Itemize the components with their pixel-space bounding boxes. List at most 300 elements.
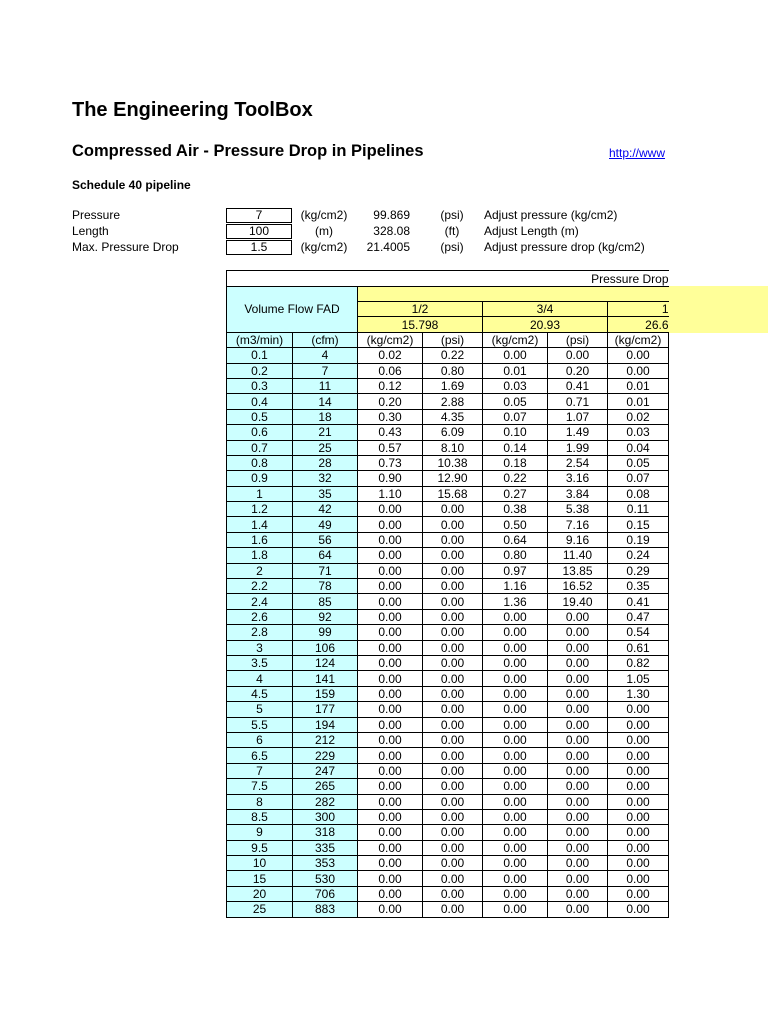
pressure-drop-cell: 0.05 [483, 394, 548, 409]
pressure-drop-cell: 0.01 [483, 363, 548, 378]
table-row [227, 655, 669, 670]
pressure-drop-cell: 0.00 [608, 902, 669, 917]
pressure-drop-cell: 0.00 [358, 748, 423, 763]
pressure-drop-cell: 0.00 [548, 794, 608, 809]
flow-m3min-cell: 0.1 [227, 348, 293, 363]
flow-cfm-cell: 335 [293, 840, 358, 855]
table-row [227, 809, 669, 824]
pressure-drop-cell: 0.00 [548, 686, 608, 701]
pressure-drop-cell: 5.38 [548, 502, 608, 517]
pressure-drop-cell: 16.52 [548, 579, 608, 594]
table-row [227, 563, 669, 578]
pressure-drop-cell: 0.00 [358, 655, 423, 670]
pressure-drop-cell: 0.00 [358, 902, 423, 917]
pressure-drop-cell: 0.02 [358, 348, 423, 363]
converted-unit: (ft) [444, 224, 460, 238]
table-row [227, 609, 669, 624]
pressure-drop-cell: 0.00 [358, 732, 423, 747]
flow-cfm-cell: 49 [293, 517, 358, 532]
flow-m3min-cell: 0.5 [227, 409, 293, 424]
unit-label: (kg/cm2) [300, 208, 348, 222]
flow-cfm-cell: 229 [293, 748, 358, 763]
flow-m3min-cell: 15 [227, 871, 293, 886]
pressure-drop-cell: 0.00 [483, 871, 548, 886]
flow-cfm-cell: 177 [293, 702, 358, 717]
pressure-drop-cell: 0.10 [483, 425, 548, 440]
pressure-drop-cell: 0.00 [608, 717, 669, 732]
flow-cfm-cell: 35 [293, 486, 358, 501]
pressure-drop-cell: 0.00 [483, 655, 548, 670]
pressure-drop-cell: 0.73 [358, 455, 423, 470]
flow-cfm-cell: 300 [293, 809, 358, 824]
table-row [227, 640, 669, 655]
flow-m3min-cell: 7.5 [227, 779, 293, 794]
input-value-field[interactable]: 1.5 [226, 240, 292, 255]
flow-cfm-cell: 124 [293, 655, 358, 670]
flow-cfm-cell: 106 [293, 640, 358, 655]
pressure-drop-cell: 2.88 [423, 394, 483, 409]
pressure-drop-cell: 0.43 [358, 425, 423, 440]
pressure-drop-cell: 0.00 [423, 548, 483, 563]
table-row [227, 871, 669, 886]
pressure-drop-cell: 0.00 [483, 902, 548, 917]
flow-m3min-cell: 0.9 [227, 471, 293, 486]
pressure-drop-cell: 0.00 [423, 809, 483, 824]
pressure-drop-cell: 0.00 [423, 763, 483, 778]
pressure-drop-cell: 0.71 [548, 394, 608, 409]
flow-m3min-cell: 1.6 [227, 532, 293, 547]
header-spacer [358, 287, 669, 302]
flow-cfm-cell: 265 [293, 779, 358, 794]
pressure-drop-cell: 0.00 [548, 702, 608, 717]
pressure-drop-cell: 0.27 [483, 486, 548, 501]
flow-m3min-cell: 9.5 [227, 840, 293, 855]
table-row [227, 594, 669, 609]
input-label: Length [72, 224, 109, 238]
table-row [227, 717, 669, 732]
pressure-drop-cell: 0.07 [608, 471, 669, 486]
pressure-drop-cell: 0.00 [423, 748, 483, 763]
pressure-drop-cell: 0.00 [483, 348, 548, 363]
pressure-drop-cell: 0.15 [608, 517, 669, 532]
pressure-drop-cell: 0.00 [423, 702, 483, 717]
pressure-drop-cell: 0.00 [423, 640, 483, 655]
table-row [227, 502, 669, 517]
pressure-drop-cell: 0.00 [608, 702, 669, 717]
table-row [227, 517, 669, 532]
pressure-drop-cell: 0.00 [548, 609, 608, 624]
converted-value: 328.08 [373, 224, 410, 238]
pressure-drop-cell: 0.00 [608, 779, 669, 794]
pressure-drop-cell: 0.00 [548, 732, 608, 747]
pressure-drop-cell: 0.00 [548, 902, 608, 917]
pressure-drop-cell: 0.00 [423, 871, 483, 886]
pressure-drop-cell: 0.00 [608, 732, 669, 747]
pressure-drop-cell: 0.41 [548, 378, 608, 393]
pressure-drop-cell: 0.00 [358, 563, 423, 578]
flow-m3min-cell: 2 [227, 563, 293, 578]
flow-m3min-cell: 4.5 [227, 686, 293, 701]
pressure-drop-cell: 0.00 [423, 532, 483, 547]
pressure-drop-cell: 0.00 [423, 717, 483, 732]
pressure-drop-cell: 0.07 [483, 409, 548, 424]
flow-m3min-cell: 9 [227, 825, 293, 840]
pressure-drop-cell: 12.90 [423, 471, 483, 486]
pipe-size-label: 1 [608, 302, 669, 317]
pressure-drop-cell: 0.00 [483, 840, 548, 855]
pipe-inner-diameter: 26.6 [608, 317, 669, 332]
pressure-drop-cell: 0.11 [608, 502, 669, 517]
flow-m3min-cell: 4 [227, 671, 293, 686]
pressure-drop-cell: 0.00 [608, 856, 669, 871]
pressure-drop-cell: 1.05 [608, 671, 669, 686]
pressure-drop-cell: 0.00 [358, 640, 423, 655]
pressure-drop-cell: 0.82 [608, 655, 669, 670]
table-row [227, 532, 669, 547]
table-row [227, 486, 669, 501]
pressure-drop-cell: 0.47 [608, 609, 669, 624]
flow-m3min-cell: 5.5 [227, 717, 293, 732]
pressure-drop-cell: 0.00 [483, 763, 548, 778]
flow-m3min-cell: 6.5 [227, 748, 293, 763]
pressure-drop-cell: 0.00 [608, 886, 669, 901]
table-row [227, 394, 669, 409]
pressure-drop-cell: 0.00 [358, 809, 423, 824]
pressure-drop-cell: 0.00 [423, 609, 483, 624]
table-row [227, 686, 669, 701]
converted-unit: (psi) [440, 240, 464, 254]
input-label: Pressure [72, 208, 121, 222]
pressure-drop-cell: 19.40 [548, 594, 608, 609]
pressure-drop-cell: 0.00 [483, 609, 548, 624]
flow-cfm-cell: 18 [293, 409, 358, 424]
flow-cfm-cell: 194 [293, 717, 358, 732]
table-row [227, 579, 669, 594]
table-row [227, 378, 669, 393]
pressure-drop-cell: 0.00 [358, 625, 423, 640]
flow-cfm-cell: 247 [293, 763, 358, 778]
pressure-drop-cell: 0.61 [608, 640, 669, 655]
flow-m3min-cell: 25 [227, 902, 293, 917]
pressure-drop-cell: 0.03 [483, 378, 548, 393]
pressure-drop-cell: 6.09 [423, 425, 483, 440]
pressure-drop-cell: 0.00 [423, 579, 483, 594]
pressure-drop-cell: 0.08 [608, 486, 669, 501]
flow-m3min-cell: 5 [227, 702, 293, 717]
pressure-drop-cell: 1.49 [548, 425, 608, 440]
pressure-drop-cell: 0.00 [548, 871, 608, 886]
flow-m3min-cell: 0.6 [227, 425, 293, 440]
pressure-drop-cell: 0.00 [483, 856, 548, 871]
pressure-drop-cell: 0.54 [608, 625, 669, 640]
pressure-drop-cell: 0.02 [608, 409, 669, 424]
table-row [227, 702, 669, 717]
pressure-drop-cell: 0.00 [358, 779, 423, 794]
pressure-drop-cell: 0.00 [608, 363, 669, 378]
table-row [227, 471, 669, 486]
pressure-drop-cell: 0.35 [608, 579, 669, 594]
pressure-drop-cell: 0.00 [358, 856, 423, 871]
pressure-drop-cell: 0.00 [358, 686, 423, 701]
flow-cfm-cell: 282 [293, 794, 358, 809]
flow-m3min-cell: 2.4 [227, 594, 293, 609]
pipe-size-label: 1/2 [358, 302, 483, 317]
pressure-drop-cell: 0.00 [548, 655, 608, 670]
table-row [227, 779, 669, 794]
input-label: Max. Pressure Drop [72, 240, 179, 254]
pressure-drop-cell: 0.20 [358, 394, 423, 409]
pressure-drop-cell: 0.00 [548, 640, 608, 655]
pressure-drop-cell: 0.24 [608, 548, 669, 563]
pressure-drop-cell: 0.00 [358, 532, 423, 547]
pressure-drop-cell: 0.80 [423, 363, 483, 378]
pressure-drop-cell: 0.00 [423, 732, 483, 747]
table-row [227, 825, 669, 840]
pressure-drop-cell: 0.00 [548, 348, 608, 363]
schedule-label: Schedule 40 pipeline [72, 178, 191, 192]
pressure-drop-cell: 13.85 [548, 563, 608, 578]
pipe-inner-diameter: 15.798 [358, 317, 483, 332]
unit-header: (kg/cm2) [358, 332, 423, 347]
flow-cfm-cell: 99 [293, 625, 358, 640]
pressure-drop-cell: 0.00 [358, 579, 423, 594]
unit-header: (psi) [548, 332, 608, 347]
pressure-drop-cell: 0.00 [423, 671, 483, 686]
pressure-drop-cell: 1.69 [423, 378, 483, 393]
pressure-drop-cell: 10.38 [423, 455, 483, 470]
flow-m3min-cell: 0.2 [227, 363, 293, 378]
pressure-drop-cell: 0.00 [483, 748, 548, 763]
pressure-drop-cell: 0.90 [358, 471, 423, 486]
pressure-drop-cell: 11.40 [548, 548, 608, 563]
pressure-drop-cell: 0.12 [358, 378, 423, 393]
table-row [227, 856, 669, 871]
pressure-drop-cell: 0.00 [483, 671, 548, 686]
pressure-drop-cell: 0.00 [358, 871, 423, 886]
flow-m3min-cell: 1.2 [227, 502, 293, 517]
pressure-drop-cell: 0.00 [548, 671, 608, 686]
pressure-drop-cell: 0.06 [358, 363, 423, 378]
table-row [227, 625, 669, 640]
pressure-drop-cell: 0.50 [483, 517, 548, 532]
flow-cfm-cell: 85 [293, 594, 358, 609]
table-row [227, 455, 669, 470]
pressure-drop-cell: 0.00 [483, 625, 548, 640]
pressure-drop-cell: 0.00 [483, 794, 548, 809]
pressure-drop-cell: 0.18 [483, 455, 548, 470]
unit-header: (cfm) [293, 332, 358, 347]
flow-m3min-cell: 6 [227, 732, 293, 747]
page-title: Compressed Air - Pressure Drop in Pipelines [72, 142, 424, 160]
flow-m3min-cell: 10 [227, 856, 293, 871]
flow-cfm-cell: 7 [293, 363, 358, 378]
pressure-drop-cell: 0.00 [548, 809, 608, 824]
flow-cfm-cell: 141 [293, 671, 358, 686]
flow-m3min-cell: 1.4 [227, 517, 293, 532]
pressure-drop-cell: 0.01 [608, 378, 669, 393]
table-row [227, 363, 669, 378]
pressure-drop-cell: 0.00 [423, 655, 483, 670]
pipe-inner-diameter: 20.93 [483, 317, 608, 332]
pressure-drop-cell: 0.00 [548, 625, 608, 640]
table-row [227, 763, 669, 778]
pressure-drop-cell: 0.00 [548, 779, 608, 794]
converted-value: 99.869 [373, 208, 410, 222]
pressure-drop-cell: 1.10 [358, 486, 423, 501]
flow-m3min-cell: 2.8 [227, 625, 293, 640]
flow-m3min-cell: 1 [227, 486, 293, 501]
pressure-drop-cell: 0.00 [358, 671, 423, 686]
pressure-drop-cell: 0.01 [608, 394, 669, 409]
pressure-drop-cell: 0.38 [483, 502, 548, 517]
flow-cfm-cell: 78 [293, 579, 358, 594]
pressure-drop-cell: 0.00 [358, 886, 423, 901]
website-link[interactable]: http://www [609, 146, 666, 160]
pressure-drop-cell: 0.00 [608, 825, 669, 840]
unit-label: (m) [315, 224, 333, 238]
pressure-drop-cell: 0.00 [483, 702, 548, 717]
pressure-drop-cell: 0.00 [608, 840, 669, 855]
pressure-drop-cell: 0.00 [483, 732, 548, 747]
pressure-drop-cell: 0.00 [483, 686, 548, 701]
table-row [227, 440, 669, 455]
pressure-drop-cell: 0.00 [423, 794, 483, 809]
pressure-drop-cell: 0.22 [483, 471, 548, 486]
pressure-drop-cell: 0.00 [423, 594, 483, 609]
table-row [227, 902, 669, 917]
flow-cfm-cell: 212 [293, 732, 358, 747]
adjust-note: Adjust pressure (kg/cm2) [484, 208, 618, 222]
pressure-drop-cell: 0.00 [548, 763, 608, 778]
flow-m3min-cell: 2.2 [227, 579, 293, 594]
pressure-drop-cell: 0.00 [608, 348, 669, 363]
pipe-size-label: 3/4 [483, 302, 608, 317]
pressure-drop-cell: 0.00 [423, 502, 483, 517]
pressure-drop-cell: 0.00 [423, 840, 483, 855]
pressure-drop-cell: 0.00 [548, 717, 608, 732]
flow-cfm-cell: 318 [293, 825, 358, 840]
converted-value: 21.4005 [366, 240, 410, 254]
pressure-drop-cell: 0.00 [483, 825, 548, 840]
pressure-drop-cell: 0.30 [358, 409, 423, 424]
pressure-drop-cell: 0.80 [483, 548, 548, 563]
flow-cfm-cell: 21 [293, 425, 358, 440]
pressure-drop-cell: 0.00 [548, 840, 608, 855]
table-row [227, 732, 669, 747]
flow-cfm-cell: 28 [293, 455, 358, 470]
flow-m3min-cell: 3.5 [227, 655, 293, 670]
flow-cfm-cell: 92 [293, 609, 358, 624]
unit-header: (m3/min) [227, 332, 293, 347]
pressure-drop-cell: 0.00 [548, 825, 608, 840]
converted-unit: (psi) [440, 208, 464, 222]
pressure-drop-cell: 0.00 [548, 886, 608, 901]
pressure-drop-cell: 0.00 [483, 809, 548, 824]
pressure-drop-cell: 0.00 [358, 702, 423, 717]
pressure-drop-cell: 0.00 [358, 609, 423, 624]
pressure-drop-cell: 0.00 [423, 779, 483, 794]
pressure-drop-cell: 0.00 [358, 517, 423, 532]
table-row [227, 886, 669, 901]
pressure-drop-cell: 0.64 [483, 532, 548, 547]
table-row [227, 409, 669, 424]
table-row [227, 548, 669, 563]
pressure-drop-cell: 2.54 [548, 455, 608, 470]
pressure-drop-cell: 0.22 [423, 348, 483, 363]
flow-m3min-cell: 2.6 [227, 609, 293, 624]
pressure-drop-cell: 0.00 [358, 717, 423, 732]
pressure-drop-cell: 0.14 [483, 440, 548, 455]
unit-header: (kg/cm2) [483, 332, 548, 347]
volume-flow-label: Volume Flow FAD [227, 287, 358, 333]
pressure-drop-cell: 0.00 [423, 886, 483, 901]
pressure-drop-cell: 1.07 [548, 409, 608, 424]
table-row [227, 748, 669, 763]
pressure-drop-cell: 1.16 [483, 579, 548, 594]
pressure-drop-cell: 0.00 [483, 779, 548, 794]
pressure-drop-cell: 0.20 [548, 363, 608, 378]
pressure-drop-cell: 0.00 [423, 856, 483, 871]
pressure-drop-cell: 0.00 [358, 794, 423, 809]
unit-header: (kg/cm2) [608, 332, 669, 347]
input-value-field[interactable]: 7 [226, 208, 292, 223]
table-row [227, 348, 669, 363]
flow-cfm-cell: 159 [293, 686, 358, 701]
table-row [227, 425, 669, 440]
flow-cfm-cell: 42 [293, 502, 358, 517]
pressure-drop-cell: 0.00 [423, 563, 483, 578]
flow-cfm-cell: 32 [293, 471, 358, 486]
pressure-drop-cell: 0.00 [423, 517, 483, 532]
pressure-drop-cell: 0.00 [423, 686, 483, 701]
flow-cfm-cell: 883 [293, 902, 358, 917]
pressure-drop-cell: 0.00 [483, 886, 548, 901]
flow-m3min-cell: 3 [227, 640, 293, 655]
pressure-drop-header: Pressure Drop [227, 271, 669, 287]
flow-cfm-cell: 353 [293, 856, 358, 871]
pressure-drop-cell: 1.99 [548, 440, 608, 455]
flow-cfm-cell: 64 [293, 548, 358, 563]
table-row [227, 794, 669, 809]
pressure-drop-cell: 0.00 [608, 871, 669, 886]
flow-m3min-cell: 8 [227, 794, 293, 809]
pressure-drop-cell: 0.00 [358, 594, 423, 609]
pressure-drop-cell: 0.00 [483, 640, 548, 655]
input-value-field[interactable]: 100 [226, 224, 292, 239]
pressure-drop-cell: 4.35 [423, 409, 483, 424]
pressure-drop-cell: 0.00 [608, 748, 669, 763]
pressure-drop-cell: 0.00 [358, 548, 423, 563]
flow-cfm-cell: 4 [293, 348, 358, 363]
pressure-drop-cell: 7.16 [548, 517, 608, 532]
pressure-drop-cell: 1.30 [608, 686, 669, 701]
flow-cfm-cell: 14 [293, 394, 358, 409]
pressure-drop-cell: 0.00 [423, 825, 483, 840]
pressure-drop-cell: 0.41 [608, 594, 669, 609]
pressure-drop-cell: 0.00 [608, 809, 669, 824]
pressure-drop-cell: 0.00 [358, 825, 423, 840]
pressure-drop-cell: 0.57 [358, 440, 423, 455]
pressure-drop-cell: 15.68 [423, 486, 483, 501]
pressure-drop-cell: 0.00 [423, 625, 483, 640]
pressure-drop-cell: 0.00 [423, 902, 483, 917]
pressure-drop-cell: 0.00 [483, 717, 548, 732]
flow-m3min-cell: 0.3 [227, 378, 293, 393]
flow-cfm-cell: 706 [293, 886, 358, 901]
unit-header: (psi) [423, 332, 483, 347]
flow-cfm-cell: 71 [293, 563, 358, 578]
pressure-drop-cell: 0.00 [358, 502, 423, 517]
